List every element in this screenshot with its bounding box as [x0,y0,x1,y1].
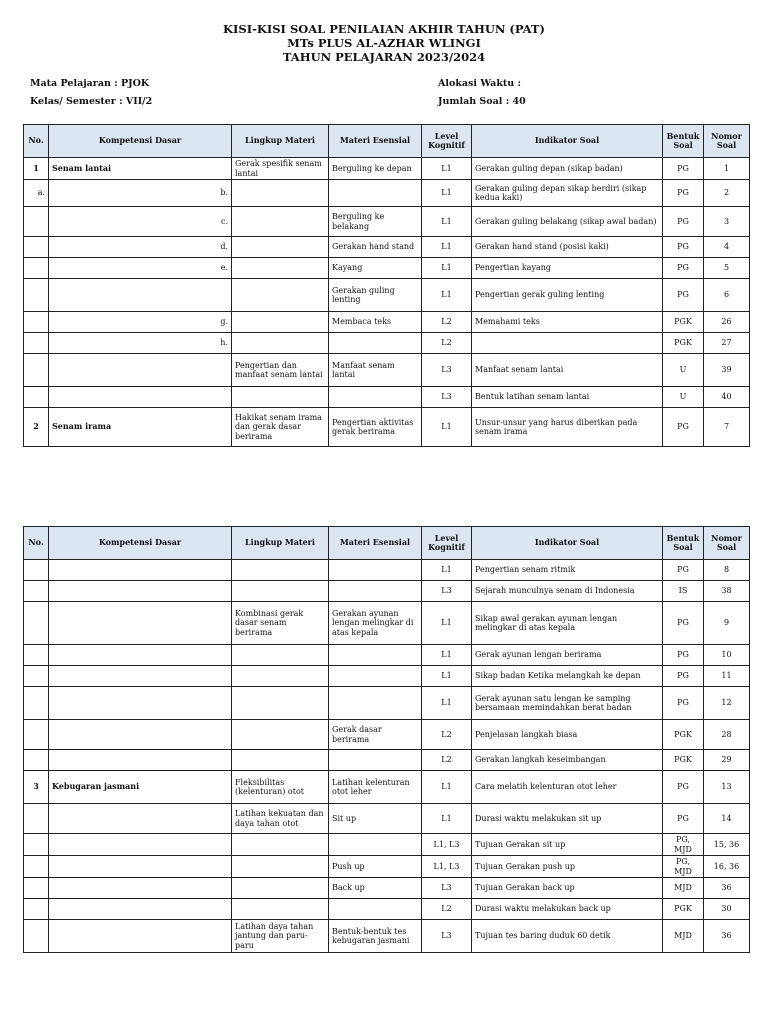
cell-nomor-soal: 5 [704,258,750,279]
info-alokasi-waktu: Alokasi Waktu : [438,78,522,89]
cell-level-kognitif: L1 [422,771,472,804]
cell-materi-esensial: Berguling ke belakang [329,207,422,237]
cell-kompetensi-dasar: Senam lantai [49,158,232,180]
cell-no: 1 [24,158,49,180]
cell-level-kognitif: L1 [422,408,472,447]
cell-materi-esensial: Gerakan guling lenting [329,279,422,312]
table-row [24,237,750,258]
table-row [24,581,750,602]
col-header-level-kognitif: Level Kognitif [422,527,472,560]
cell-nomor-soal: 7 [704,408,750,447]
table-row [24,333,750,354]
cell-kompetensi-dasar [49,581,232,602]
title-line-2: MTs PLUS AL-AZHAR WLINGI [287,36,481,50]
cell-no [24,207,49,237]
cell-bentuk-soal: PG [663,258,704,279]
cell-lingkup-materi [232,878,329,899]
cell-level-kognitif: L1 [422,602,472,645]
table-row [24,258,750,279]
cell-no [24,581,49,602]
table-row [24,856,750,878]
cell-lingkup-materi [232,237,329,258]
cell-bentuk-soal: PG [663,408,704,447]
cell-indikator-soal: Memahami teks [472,312,663,333]
cell-kompetensi-dasar [49,645,232,666]
title-line-1: KISI-KISI SOAL PENILAIAN AKHIR TAHUN (PAT) [223,22,545,36]
cell-no [24,666,49,687]
cell-indikator-soal: Cara melatih kelenturan otot leher [472,771,663,804]
cell-lingkup-materi: Hakikat senam irama dan gerak dasar berirama [232,408,329,447]
cell-indikator-soal: Pengertian senam ritmik [472,560,663,581]
cell-lingkup-materi [232,687,329,720]
cell-bentuk-soal: IS [663,581,704,602]
cell-kompetensi-dasar: e. [49,258,232,279]
cell-nomor-soal: 38 [704,581,750,602]
cell-no [24,834,49,856]
cell-materi-esensial: Manfaat senam lantai [329,354,422,387]
cell-nomor-soal: 3 [704,207,750,237]
cell-materi-esensial [329,645,422,666]
cell-indikator-soal: Pengertian kayang [472,258,663,279]
cell-nomor-soal: 13 [704,771,750,804]
cell-materi-esensial [329,387,422,408]
cell-no [24,258,49,279]
table-row [24,354,750,387]
cell-materi-esensial: Latihan kelenturan otot leher [329,771,422,804]
cell-kompetensi-dasar [49,602,232,645]
cell-no: a. [24,180,49,207]
cell-kompetensi-dasar [49,804,232,834]
info-mata-pelajaran: Mata Pelajaran : PJOK [30,78,150,89]
cell-materi-esensial: Push up [329,856,422,878]
table-row [24,312,750,333]
cell-nomor-soal: 36 [704,920,750,953]
cell-materi-esensial: Sit up [329,804,422,834]
cell-bentuk-soal: PG [663,237,704,258]
cell-indikator-soal: Bentuk latihan senam lantai [472,387,663,408]
cell-no: 2 [24,408,49,447]
cell-level-kognitif: L1 [422,158,472,180]
cell-materi-esensial [329,333,422,354]
cell-kompetensi-dasar: h. [49,333,232,354]
cell-no [24,354,49,387]
cell-level-kognitif: L1 [422,666,472,687]
cell-nomor-soal: 1 [704,158,750,180]
cell-bentuk-soal: PG [663,158,704,180]
cell-materi-esensial: Kayang [329,258,422,279]
table-row [24,158,750,180]
cell-kompetensi-dasar: Senam irama [49,408,232,447]
cell-bentuk-soal: PG [663,771,704,804]
cell-bentuk-soal: PG [663,804,704,834]
col-header-level-kognitif: Level Kognitif [422,125,472,158]
cell-nomor-soal: 10 [704,645,750,666]
col-header-materi-esensial: Materi Esensial [329,125,422,158]
table-row [24,687,750,720]
cell-bentuk-soal: PG [663,279,704,312]
cell-level-kognitif: L1, L3 [422,856,472,878]
cell-kompetensi-dasar [49,834,232,856]
cell-level-kognitif: L1, L3 [422,834,472,856]
table-header-row [24,125,750,158]
cell-indikator-soal: Tujuan Gerakan push up [472,856,663,878]
cell-bentuk-soal: PG [663,180,704,207]
cell-level-kognitif: L3 [422,354,472,387]
cell-indikator-soal [472,333,663,354]
cell-materi-esensial: Back up [329,878,422,899]
cell-nomor-soal: 12 [704,687,750,720]
cell-nomor-soal: 11 [704,666,750,687]
cell-indikator-soal: Gerakan langkah keseimbangan [472,750,663,771]
cell-nomor-soal: 15, 36 [704,834,750,856]
cell-bentuk-soal: PGK [663,899,704,920]
cell-bentuk-soal: PGK [663,312,704,333]
cell-nomor-soal: 40 [704,387,750,408]
cell-kompetensi-dasar [49,387,232,408]
cell-indikator-soal: Manfaat senam lantai [472,354,663,387]
cell-bentuk-soal: MJD [663,878,704,899]
cell-indikator-soal: Durasi waktu melakukan sit up [472,804,663,834]
cell-kompetensi-dasar [49,878,232,899]
table-row [24,207,750,237]
cell-lingkup-materi [232,333,329,354]
cell-bentuk-soal: PG [663,666,704,687]
cell-bentuk-soal: PG [663,687,704,720]
col-header-nomor-soal: Nomor Soal [704,527,750,560]
col-header-kompetensi-dasar: Kompetensi Dasar [49,125,232,158]
cell-no [24,387,49,408]
cell-no [24,750,49,771]
cell-nomor-soal: 14 [704,804,750,834]
col-header-indikator-soal: Indikator Soal [472,125,663,158]
table-row [24,750,750,771]
cell-materi-esensial [329,899,422,920]
cell-materi-esensial: Gerakan hand stand [329,237,422,258]
table-row [24,560,750,581]
cell-materi-esensial: Gerakan ayunan lengan melingkar di atas kepala [329,602,422,645]
cell-kompetensi-dasar: c. [49,207,232,237]
cell-level-kognitif: L3 [422,878,472,899]
cell-indikator-soal: Unsur-unsur yang harus diberikan pada senam irama [472,408,663,447]
cell-level-kognitif: L1 [422,560,472,581]
cell-kompetensi-dasar [49,899,232,920]
cell-nomor-soal: 26 [704,312,750,333]
cell-no [24,720,49,750]
table-row [24,180,750,207]
cell-level-kognitif: L3 [422,920,472,953]
cell-kompetensi-dasar: b. [49,180,232,207]
cell-bentuk-soal: PG [663,560,704,581]
cell-materi-esensial: Pengertian aktivitas gerak berirama [329,408,422,447]
cell-lingkup-materi [232,581,329,602]
cell-nomor-soal: 2 [704,180,750,207]
cell-materi-esensial [329,581,422,602]
cell-nomor-soal: 36 [704,878,750,899]
cell-level-kognitif: L2 [422,333,472,354]
cell-level-kognitif: L3 [422,387,472,408]
cell-level-kognitif: L1 [422,207,472,237]
col-header-bentuk-soal: Bentuk Soal [663,527,704,560]
cell-kompetensi-dasar [49,750,232,771]
cell-level-kognitif: L1 [422,237,472,258]
cell-materi-esensial: Membaca teks [329,312,422,333]
cell-no [24,560,49,581]
cell-nomor-soal: 30 [704,899,750,920]
cell-level-kognitif: L1 [422,258,472,279]
cell-bentuk-soal: PG, MJD [663,834,704,856]
cell-bentuk-soal: PGK [663,333,704,354]
cell-no [24,279,49,312]
cell-lingkup-materi: Pengertian dan manfaat senam lantai [232,354,329,387]
cell-materi-esensial [329,180,422,207]
table-row [24,279,750,312]
cell-materi-esensial: Gerak dasar berirama [329,720,422,750]
cell-lingkup-materi [232,312,329,333]
cell-level-kognitif: L1 [422,645,472,666]
cell-kompetensi-dasar: g. [49,312,232,333]
col-header-materi-esensial: Materi Esensial [329,527,422,560]
table-row [24,920,750,953]
cell-kompetensi-dasar [49,920,232,953]
cell-lingkup-materi [232,560,329,581]
cell-no [24,237,49,258]
cell-indikator-soal: Penjelasan langkah biasa [472,720,663,750]
col-header-indikator-soal: Indikator Soal [472,527,663,560]
cell-indikator-soal: Gerakan guling belakang (sikap awal badan) [472,207,663,237]
cell-kompetensi-dasar: d. [49,237,232,258]
cell-materi-esensial [329,687,422,720]
cell-nomor-soal: 28 [704,720,750,750]
cell-indikator-soal: Gerakan guling depan sikap berdiri (sikap kedua kaki) [472,180,663,207]
cell-indikator-soal: Tujuan Gerakan back up [472,878,663,899]
cell-bentuk-soal: PG, MJD [663,856,704,878]
cell-lingkup-materi [232,899,329,920]
cell-lingkup-materi: Kombinasi gerak dasar senam berirama [232,602,329,645]
cell-indikator-soal: Gerak ayunan lengan berirama [472,645,663,666]
cell-no [24,312,49,333]
cell-lingkup-materi: Latihan daya tahan jantung dan paru-paru [232,920,329,953]
col-header-lingkup-materi: Lingkup Materi [232,125,329,158]
cell-bentuk-soal: U [663,354,704,387]
cell-level-kognitif: L1 [422,279,472,312]
cell-bentuk-soal: PG [663,207,704,237]
cell-lingkup-materi [232,387,329,408]
cell-lingkup-materi [232,180,329,207]
cell-level-kognitif: L2 [422,720,472,750]
cell-bentuk-soal: PG [663,602,704,645]
table-row [24,387,750,408]
cell-indikator-soal: Durasi waktu melakukan back up [472,899,663,920]
cell-nomor-soal: 29 [704,750,750,771]
table-row [24,602,750,645]
cell-kompetensi-dasar [49,687,232,720]
cell-lingkup-materi [232,720,329,750]
cell-kompetensi-dasar [49,354,232,387]
cell-no [24,878,49,899]
cell-no [24,804,49,834]
info-jumlah-soal: Jumlah Soal : 40 [438,96,526,107]
cell-materi-esensial [329,750,422,771]
table-row [24,899,750,920]
cell-level-kognitif: L1 [422,804,472,834]
col-header-no: No. [24,527,49,560]
cell-lingkup-materi: Gerak spesifik senam lantai [232,158,329,180]
cell-bentuk-soal: U [663,387,704,408]
cell-lingkup-materi [232,279,329,312]
cell-lingkup-materi [232,834,329,856]
cell-lingkup-materi: Fleksibilitas (kelenturan) otot [232,771,329,804]
cell-indikator-soal: Sejarah munculnya senam di Indonesia [472,581,663,602]
cell-bentuk-soal: PGK [663,750,704,771]
cell-indikator-soal: Gerak ayunan satu lengan ke samping bersamaan memindahkan berat badan [472,687,663,720]
cell-materi-esensial [329,666,422,687]
col-header-lingkup-materi: Lingkup Materi [232,527,329,560]
cell-no: 3 [24,771,49,804]
cell-lingkup-materi [232,645,329,666]
cell-lingkup-materi: Latihan kekuatan dan daya tahan otot [232,804,329,834]
table-row [24,878,750,899]
cell-level-kognitif: L1 [422,180,472,207]
col-header-nomor-soal: Nomor Soal [704,125,750,158]
document-title [0,22,768,64]
cell-nomor-soal: 6 [704,279,750,312]
cell-no [24,899,49,920]
cell-bentuk-soal: MJD [663,920,704,953]
cell-nomor-soal: 16, 36 [704,856,750,878]
cell-nomor-soal: 27 [704,333,750,354]
cell-no [24,333,49,354]
cell-level-kognitif: L2 [422,750,472,771]
cell-bentuk-soal: PG [663,645,704,666]
cell-no [24,856,49,878]
col-header-bentuk-soal: Bentuk Soal [663,125,704,158]
cell-bentuk-soal: PGK [663,720,704,750]
cell-kompetensi-dasar: Kebugaran jasmani [49,771,232,804]
info-kelas-semester: Kelas/ Semester : VII/2 [30,96,153,107]
cell-indikator-soal: Sikap badan Ketika melangkah ke depan [472,666,663,687]
title-line-3: TAHUN PELAJARAN 2023/2024 [282,50,486,64]
cell-no [24,645,49,666]
cell-materi-esensial [329,834,422,856]
cell-level-kognitif: L2 [422,312,472,333]
cell-indikator-soal: Gerakan guling depan (sikap badan) [472,158,663,180]
cell-lingkup-materi [232,666,329,687]
cell-indikator-soal: Sikap awal gerakan ayunan lengan melingkar di atas kepala [472,602,663,645]
cell-kompetensi-dasar [49,720,232,750]
cell-no [24,920,49,953]
cell-indikator-soal: Pengertian gerak guling lenting [472,279,663,312]
cell-kompetensi-dasar [49,856,232,878]
cell-lingkup-materi [232,207,329,237]
cell-no [24,687,49,720]
cell-kompetensi-dasar [49,666,232,687]
cell-materi-esensial: Berguling ke depan [329,158,422,180]
cell-indikator-soal: Gerakan hand stand (posisi kaki) [472,237,663,258]
table-row [24,771,750,804]
table-row [24,408,750,447]
table-row [24,720,750,750]
cell-no [24,602,49,645]
cell-kompetensi-dasar [49,279,232,312]
cell-nomor-soal: 9 [704,602,750,645]
cell-materi-esensial [329,560,422,581]
col-header-kompetensi-dasar: Kompetensi Dasar [49,527,232,560]
cell-kompetensi-dasar [49,560,232,581]
col-header-no: No. [24,125,49,158]
cell-indikator-soal: Tujuan tes baring duduk 60 detik [472,920,663,953]
cell-lingkup-materi [232,856,329,878]
cell-nomor-soal: 8 [704,560,750,581]
kisi-kisi-table-2 [23,526,750,953]
table-header-row [24,527,750,560]
table-row [24,804,750,834]
cell-nomor-soal: 39 [704,354,750,387]
table-row [24,834,750,856]
cell-level-kognitif: L3 [422,581,472,602]
cell-lingkup-materi [232,258,329,279]
cell-level-kognitif: L2 [422,899,472,920]
table-row [24,645,750,666]
cell-indikator-soal: Tujuan Gerakan sit up [472,834,663,856]
cell-materi-esensial: Bentuk-bentuk tes kebugaran jasmani [329,920,422,953]
kisi-kisi-table-1 [23,124,750,447]
cell-level-kognitif: L1 [422,687,472,720]
cell-lingkup-materi [232,750,329,771]
cell-nomor-soal: 4 [704,237,750,258]
table-row [24,666,750,687]
